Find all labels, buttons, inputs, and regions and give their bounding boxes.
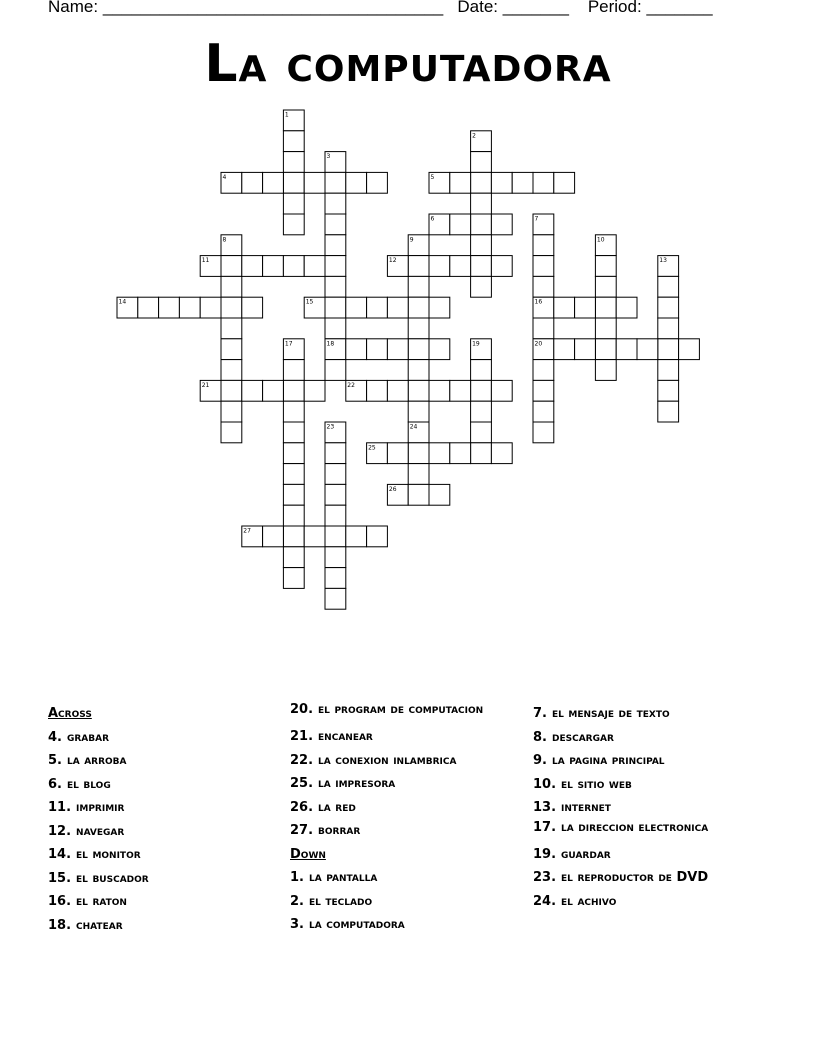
grid-cell[interactable] [408,360,429,381]
across-clue [290,796,530,820]
grid-cell[interactable] [325,318,346,339]
grid-cell[interactable] [658,360,679,381]
grid-cell[interactable] [283,443,304,464]
grid-cell[interactable] [429,256,450,277]
grid-cell[interactable] [450,256,471,277]
grid-cell[interactable] [242,297,263,318]
grid-cell[interactable] [325,547,346,568]
clue-number: 3 [326,153,331,161]
down-clue [533,796,793,820]
clue-number-label: 5. [48,753,62,768]
down-clue [533,843,793,867]
across-clue [48,867,278,891]
clue-text: descargar [551,729,614,745]
grid-cell[interactable] [533,318,554,339]
grid-cell[interactable] [679,339,700,360]
grid-cell[interactable] [616,339,637,360]
clue-text: el program de computacion [318,702,484,717]
clue-text: el mensaje de texto [551,706,670,721]
grid-cell[interactable] [450,380,471,401]
grid-cell[interactable] [471,235,492,256]
grid-cell[interactable] [471,193,492,214]
grid-cell[interactable] [658,380,679,401]
grid-cell[interactable] [512,172,533,193]
across-clue [290,819,530,843]
name-blank[interactable]: ____________________________________ [102,0,444,16]
clue-text: el monitor [76,847,141,862]
grid-cell[interactable] [200,297,221,318]
grid-cell[interactable] [283,484,304,505]
across-clue [48,749,278,773]
clue-number: 4 [222,173,227,181]
clue-number: 9 [409,236,414,244]
grid-cell[interactable] [387,380,408,401]
grid-cell[interactable] [283,380,304,401]
grid-cell[interactable] [595,276,616,297]
clue-number-label: 11. [48,800,72,815]
clue-number-label: 4. [48,729,62,745]
grid-cell[interactable] [283,505,304,526]
grid-cell[interactable] [283,464,304,485]
clue-number-label: 13. [533,800,557,815]
grid-cell[interactable] [221,380,242,401]
grid-cell[interactable] [429,339,450,360]
across-clue [48,773,278,797]
clue-number-label: 26. [290,799,314,815]
down-clue [533,749,793,773]
grid-cell[interactable] [304,256,325,277]
grid-cell[interactable] [595,318,616,339]
period-label: Period: [587,0,642,16]
grid-cell[interactable] [304,380,325,401]
date-label: Date: [457,0,498,16]
across-clue [48,726,278,750]
grid-cell[interactable] [408,443,429,464]
grid-cell[interactable] [221,360,242,381]
down-clue [290,890,530,914]
grid-cell[interactable] [367,172,388,193]
down-clue [533,773,793,797]
clue-number: 6 [430,215,435,223]
grid-cell[interactable] [283,360,304,381]
grid-cell[interactable] [283,214,304,235]
clue-number-label: 3. [290,917,304,932]
grid-cell[interactable] [408,276,429,297]
grid-cell[interactable] [408,318,429,339]
across-clue [290,749,530,773]
clue-number: 2 [472,132,476,140]
grid-cell[interactable] [491,214,512,235]
grid-cell[interactable] [471,380,492,401]
clue-number: 24 [409,423,418,431]
clue-text: la computadora [308,917,405,932]
clue-text: imprimir [76,800,125,815]
clue-number-label: 21. [290,729,314,744]
grid-cell[interactable] [346,526,367,547]
grid-cell[interactable] [658,297,679,318]
grid-cell[interactable] [471,401,492,422]
grid-cell[interactable] [159,297,180,318]
grid-cell[interactable] [283,131,304,152]
grid-cell[interactable] [491,256,512,277]
clue-text: el achivo [561,893,617,909]
clue-number-label: 2. [290,893,304,909]
clue-number: 18 [326,340,335,348]
grid-cell[interactable] [408,484,429,505]
grid-cell[interactable] [491,443,512,464]
clue-text: el reproductor de DVD [561,870,709,885]
clue-number: 27 [243,527,251,535]
grid-cell[interactable] [575,339,596,360]
grid-cell[interactable] [325,568,346,589]
clue-number-label: 9. [533,753,547,768]
grid-cell[interactable] [346,297,367,318]
clue-text: el buscador [76,870,149,886]
grid-cell[interactable] [263,380,284,401]
grid-cell[interactable] [471,443,492,464]
grid-cell[interactable] [367,339,388,360]
grid-cell[interactable] [346,172,367,193]
grid-cell[interactable] [533,401,554,422]
grid-cell[interactable] [533,276,554,297]
grid-cell[interactable] [533,380,554,401]
grid-cell[interactable] [491,172,512,193]
grid-cell[interactable] [595,297,616,318]
grid-cell[interactable] [242,380,263,401]
clue-text: la impresora [318,776,396,791]
grid-cell[interactable] [554,172,575,193]
page-title: La computadora [204,34,612,94]
grid-cell[interactable] [325,214,346,235]
grid-cell[interactable] [221,401,242,422]
across-clue [48,890,278,914]
date-blank[interactable]: _______ [502,0,569,16]
grid-cell[interactable] [387,443,408,464]
grid-cell[interactable] [242,172,263,193]
grid-cell[interactable] [658,401,679,422]
clue-number-label: 12. [48,823,72,839]
clue-number: 13 [659,257,667,265]
grid-cell[interactable] [408,256,429,277]
grid-cell[interactable] [637,339,658,360]
down-clue [533,866,793,890]
clue-number: 25 [368,444,376,452]
down-clue [290,913,530,937]
clue-number: 22 [347,381,355,389]
clue-text: la conexion inlambrica [318,752,457,768]
grid-cell[interactable] [283,422,304,443]
clue-number-label: 15. [48,870,72,886]
grid-cell[interactable] [408,339,429,360]
clue-number: 16 [534,298,543,306]
grid-cell[interactable] [450,443,471,464]
clue-number-label: 20. [290,702,314,717]
grid-cell[interactable] [450,172,471,193]
clue-text: el teclado [308,893,373,909]
clue-number: 21 [201,381,210,389]
clue-number-label: 25. [290,776,314,791]
grid-cell[interactable] [429,443,450,464]
grid-cell[interactable] [367,526,388,547]
clue-number: 11 [201,257,210,265]
grid-cell[interactable] [221,422,242,443]
grid-cell[interactable] [221,276,242,297]
grid-cell[interactable] [408,297,429,318]
clue-text: el raton [76,894,127,909]
grid-cell[interactable] [346,339,367,360]
clue-text: la pagina principal [551,753,665,768]
clue-number-label: 17. [533,819,557,835]
grid-cell[interactable] [304,172,325,193]
grid-cell[interactable] [595,360,616,381]
grid-cell[interactable] [325,464,346,485]
clue-number: 1 [284,111,289,119]
across-clue [48,796,278,820]
clue-number-label: 22. [290,752,314,768]
grid-cell[interactable] [367,297,388,318]
grid-cell[interactable] [658,339,679,360]
clue-number: 12 [388,257,397,265]
grid-cell[interactable] [221,339,242,360]
grid-cell[interactable] [325,193,346,214]
clue-text: la pantalla [308,870,378,885]
grid-cell[interactable] [325,360,346,381]
grid-cell[interactable] [408,380,429,401]
grid-cell[interactable] [283,526,304,547]
grid-cell[interactable] [179,297,200,318]
clue-number-label: 7. [533,706,547,721]
clue-number-label: 24. [533,893,557,909]
clue-text: encanear [318,729,373,744]
clue-column-1 [48,702,278,937]
grid-cell[interactable] [325,235,346,256]
grid-cell[interactable] [471,172,492,193]
across-heading: Across [48,706,92,721]
clue-number-label: 23. [533,870,557,885]
grid-cell[interactable] [221,256,242,277]
grid-cell[interactable] [408,464,429,485]
grid-cell[interactable] [595,339,616,360]
grid-cell[interactable] [533,360,554,381]
grid-cell[interactable] [283,193,304,214]
clue-text: internet [561,800,611,815]
grid-cell[interactable] [263,256,284,277]
grid-cell[interactable] [533,422,554,443]
grid-cell[interactable] [471,152,492,173]
grid-cell[interactable] [304,526,325,547]
grid-cell[interactable] [471,256,492,277]
grid-cell[interactable] [283,172,304,193]
grid-cell[interactable] [263,172,284,193]
clue-column-3 [533,702,793,913]
clue-text: la red [318,799,356,815]
period-blank[interactable]: _______ [646,0,713,16]
clue-number-label: 6. [48,776,62,792]
clue-text: la direccion electronica [561,819,709,835]
clue-number-label: 10. [533,776,557,792]
grid-cell[interactable] [138,297,159,318]
grid-cell[interactable] [283,256,304,277]
grid-cell[interactable] [325,484,346,505]
grid-cell[interactable] [221,297,242,318]
across-clue [48,914,278,938]
clue-text: navegar [76,823,125,839]
clue-number: 7 [534,215,539,223]
grid-cell[interactable] [325,297,346,318]
grid-cell[interactable] [471,214,492,235]
grid-cell[interactable] [429,297,450,318]
grid-cell[interactable] [533,256,554,277]
grid-cell[interactable] [658,318,679,339]
clue-column-2 [290,702,530,937]
clue-text: borrar [318,823,361,838]
grid-cell[interactable] [533,235,554,256]
grid-cell[interactable] [471,360,492,381]
across-clue [290,772,530,796]
name-label: Name: [48,0,99,16]
grid-cell[interactable] [325,588,346,609]
grid-cell[interactable] [325,443,346,464]
grid-cell[interactable] [429,484,450,505]
clue-number: 20 [534,340,543,348]
down-clue [533,820,793,836]
clue-number-label: 19. [533,846,557,862]
clue-number: 15 [305,298,314,306]
clue-text: grabar [66,729,110,745]
grid-cell[interactable] [408,401,429,422]
grid-cell[interactable] [387,297,408,318]
clue-text: el sitio web [561,776,632,792]
clue-number-label: 8. [533,729,547,745]
down-clue [533,726,793,750]
grid-cell[interactable] [263,526,284,547]
clue-number: 14 [118,298,127,306]
grid-cell[interactable] [429,380,450,401]
grid-cell[interactable] [325,256,346,277]
grid-cell[interactable] [575,297,596,318]
across-clue [290,702,530,718]
grid-cell[interactable] [221,318,242,339]
clue-text: el blog [66,776,111,792]
clue-number: 10 [596,236,605,244]
clue-number: 23 [326,423,335,431]
down-clue [533,702,793,726]
grid-cell[interactable] [387,339,408,360]
grid-cell[interactable] [554,339,575,360]
clue-number: 8 [222,236,227,244]
clue-number-label: 27. [290,823,314,838]
clue-number-label: 14. [48,847,72,862]
across-clue [290,725,530,749]
across-clue [48,820,278,844]
grid-cell[interactable] [325,526,346,547]
clue-text: chatear [76,917,123,933]
clue-number: 19 [472,340,480,348]
clue-number-label: 1. [290,870,304,885]
grid-cell[interactable] [283,152,304,173]
grid-cell[interactable] [491,380,512,401]
clue-number: 17 [284,340,293,348]
down-clue [533,890,793,914]
grid-cell[interactable] [616,297,637,318]
grid-cell[interactable] [325,505,346,526]
clue-text: guardar [561,846,611,862]
grid-cell[interactable] [554,297,575,318]
grid-cell[interactable] [595,256,616,277]
clue-number: 26 [388,485,397,493]
grid-cell[interactable] [325,172,346,193]
down-clue [290,866,530,890]
grid-cell[interactable] [450,214,471,235]
grid-cell[interactable] [283,401,304,422]
grid-cell[interactable] [658,276,679,297]
grid-cell[interactable] [471,276,492,297]
grid-cell[interactable] [242,256,263,277]
grid-cell[interactable] [471,422,492,443]
clue-number: 5 [430,173,435,181]
grid-cell[interactable] [533,172,554,193]
across-clue [48,843,278,867]
grid-cell[interactable] [283,547,304,568]
grid-cell[interactable] [283,568,304,589]
clue-text: la arroba [66,753,127,768]
grid-cell[interactable] [325,276,346,297]
grid-cell[interactable] [367,380,388,401]
down-heading: Down [290,846,326,862]
clue-number-label: 16. [48,894,72,909]
clue-number-label: 18. [48,917,72,933]
